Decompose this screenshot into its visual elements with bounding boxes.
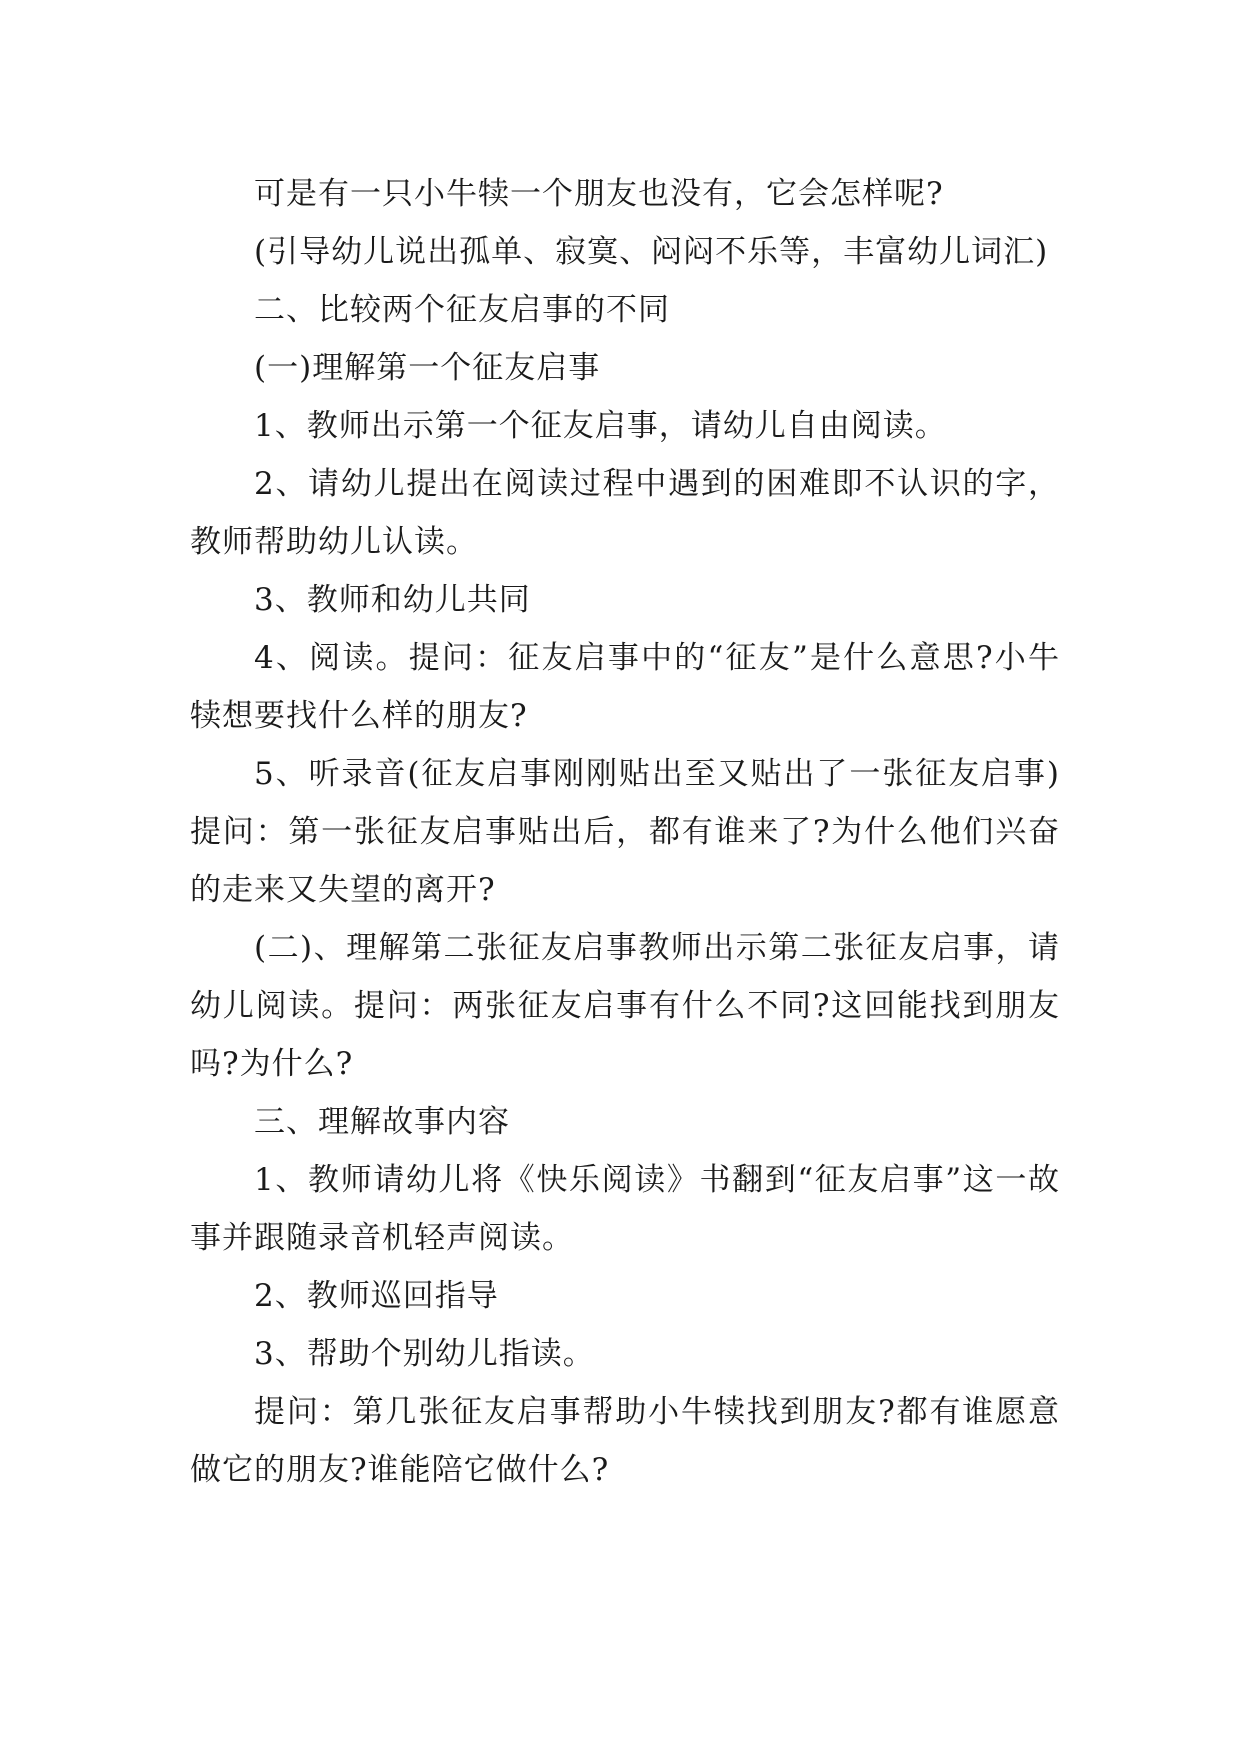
paragraph: 提问：第几张征友启事帮助小牛犊找到朋友?都有谁愿意做它的朋友?谁能陪它做什么? [190,1394,1060,1488]
paragraph: (引导幼儿说出孤单、寂寞、闷闷不乐等，丰富幼儿词汇) [254,234,1049,270]
subsection-heading: (一)理解第一个征友启事 [254,350,601,386]
document-page [190,165,1060,1499]
list-item: 2、教师巡回指导 [254,1278,499,1314]
section-heading: 三、理解故事内容 [254,1104,510,1140]
list-item: 1、教师请幼儿将《快乐阅读》书翻到“征友启事”这一故事并跟随录音机轻声阅读。 [190,1162,1060,1256]
list-item: 4、阅读。提问：征友启事中的“征友”是什么意思?小牛犊想要找什么样的朋友? [190,640,1060,734]
list-item: 1、教师出示第一个征友启事，请幼儿自由阅读。 [254,408,947,444]
subsection-heading: (二)、理解第二张征友启事教师出示第二张征友启事，请幼儿阅读。提问：两张征友启事有什么不同?这回能找到朋友吗?为什么? [190,930,1060,1082]
list-item: 3、教师和幼儿共同 [254,582,531,618]
list-item: 2、请幼儿提出在阅读过程中遇到的困难即不认识的字，教师帮助幼儿认读。 [190,466,1060,560]
list-item: 5、听录音(征友启事刚刚贴出至又贴出了一张征友启事)提问：第一张征友启事贴出后，都有谁来了?为什么他们兴奋的走来又失望的离开? [190,756,1060,908]
list-item: 3、帮助个别幼儿指读。 [254,1336,595,1372]
paragraph: 可是有一只小牛犊一个朋友也没有，它会怎样呢? [254,176,944,212]
section-heading: 二、比较两个征友启事的不同 [254,292,670,328]
